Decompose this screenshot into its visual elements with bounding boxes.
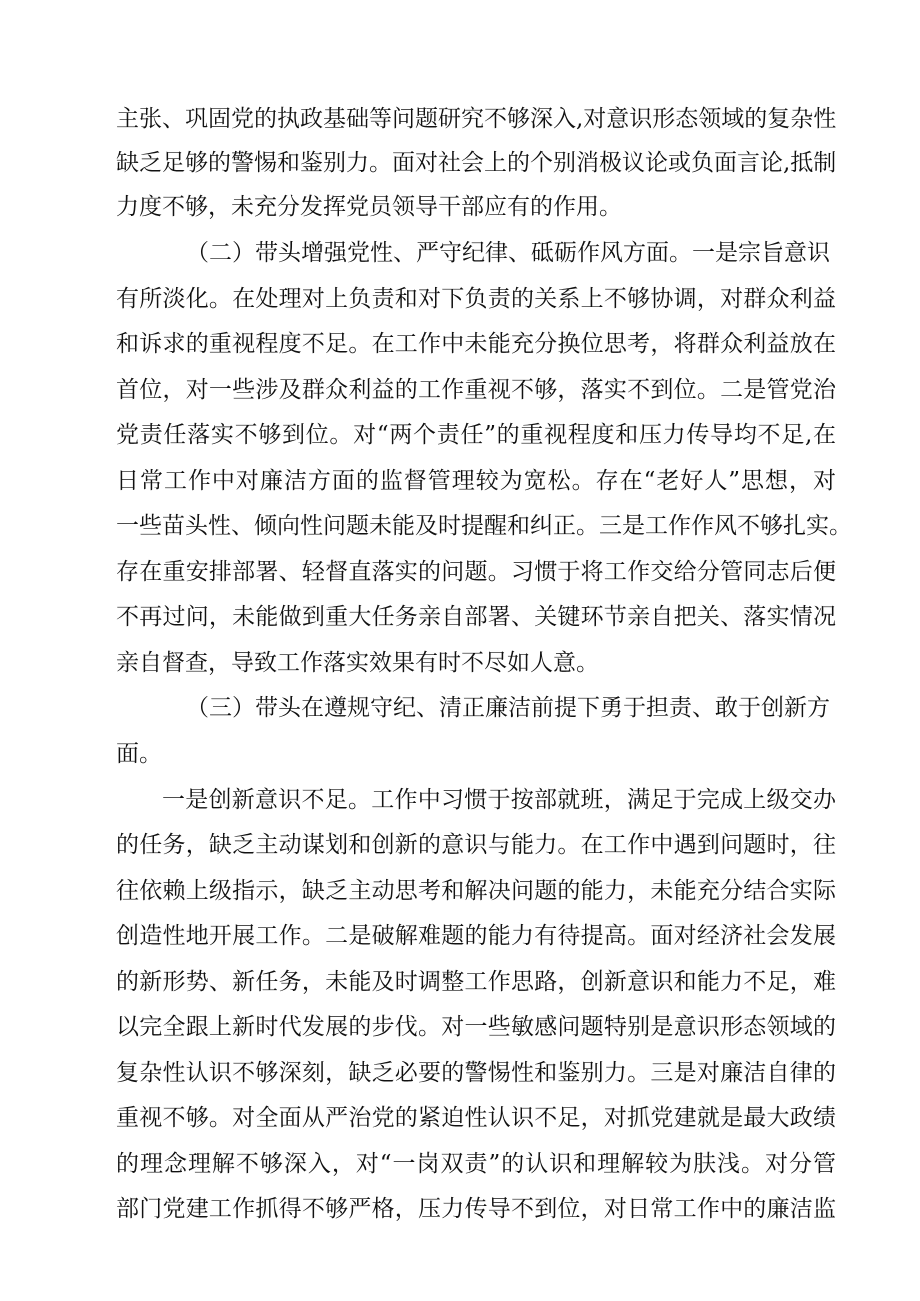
text-line: 一是创新意识不足。工作中习惯于按部就班，满足于完成上级交办 bbox=[162, 787, 836, 813]
text-line: 的理念理解不够深入，对“一岗双责”的认识和理解较为肤浅。对分管 bbox=[116, 1151, 836, 1177]
section-heading-3-cont: 面。 bbox=[116, 741, 162, 767]
text-line: 力度不够，未充分发挥党员领导干部应有的作用。 bbox=[116, 194, 622, 220]
text-line: 缺乏足够的警惕和鉴别力。面对社会上的个别消极议论或负面言论,抵制 bbox=[116, 150, 837, 176]
text-line: 亲自督查，导致工作落实效果有时不尽如人意。 bbox=[116, 650, 599, 676]
text-line: 创造性地开展工作。二是破解难题的能力有待提高。面对经济社会发展 bbox=[116, 923, 836, 949]
text-line: 往依赖上级指示，缺乏主动思考和解决问题的能力，未能充分结合实际 bbox=[116, 878, 836, 904]
text-line: 不再过问，未能做到重大任务亲自部署、关键环节亲自把关、落实情况 bbox=[116, 604, 836, 630]
text-line: 的新形势、新任务，未能及时调整工作思路，创新意识和能力不足，难 bbox=[116, 969, 836, 995]
text-line: 日常工作中对廉洁方面的监督管理较为宽松。存在“老好人”思想，对 bbox=[116, 468, 836, 494]
text-line: 有所淡化。在处理对上负责和对下负责的关系上不够协调，对群众利益 bbox=[116, 286, 836, 312]
text-line: 重视不够。对全面从严治党的紧迫性认识不足，对抓党建就是最大政绩 bbox=[116, 1105, 836, 1131]
text-line: 和诉求的重视程度不足。在工作中未能充分换位思考，将群众利益放在 bbox=[116, 331, 836, 357]
section-heading-3: （三）带头在遵规守纪、清正廉洁前提下勇于担责、敢于创新方 bbox=[186, 695, 830, 721]
text-line: 首位，对一些涉及群众利益的工作重视不够，落实不到位。二是管党治 bbox=[116, 377, 836, 403]
section-heading-2: （二）带头增强党性、严守纪律、砥砺作风方面。一是宗旨意识 bbox=[186, 240, 830, 266]
text-line: 复杂性认识不够深刻，缺乏必要的警惕性和鉴别力。三是对廉洁自律的 bbox=[116, 1060, 836, 1086]
text-line: 的任务，缺乏主动谋划和创新的意识与能力。在工作中遇到问题时，往 bbox=[116, 832, 836, 858]
text-line: 党责任落实不够到位。对“两个责任”的重视程度和压力传导均不足,在 bbox=[116, 422, 836, 448]
text-line: 主张、巩固党的执政基础等问题研究不够深入,对意识形态领域的复杂性 bbox=[116, 106, 837, 132]
text-line: 一些苗头性、倾向性问题未能及时提醒和纠正。三是工作作风不够扎实。 bbox=[116, 513, 852, 539]
text-line: 存在重安排部署、轻督直落实的问题。习惯于将工作交给分管同志后便 bbox=[116, 559, 836, 585]
text-line: 以完全跟上新时代发展的步伐。对一些敏感问题特别是意识形态领域的 bbox=[116, 1014, 836, 1040]
text-line: 部门党建工作抓得不够严格，压力传导不到位，对日常工作中的廉洁监 bbox=[116, 1196, 836, 1222]
